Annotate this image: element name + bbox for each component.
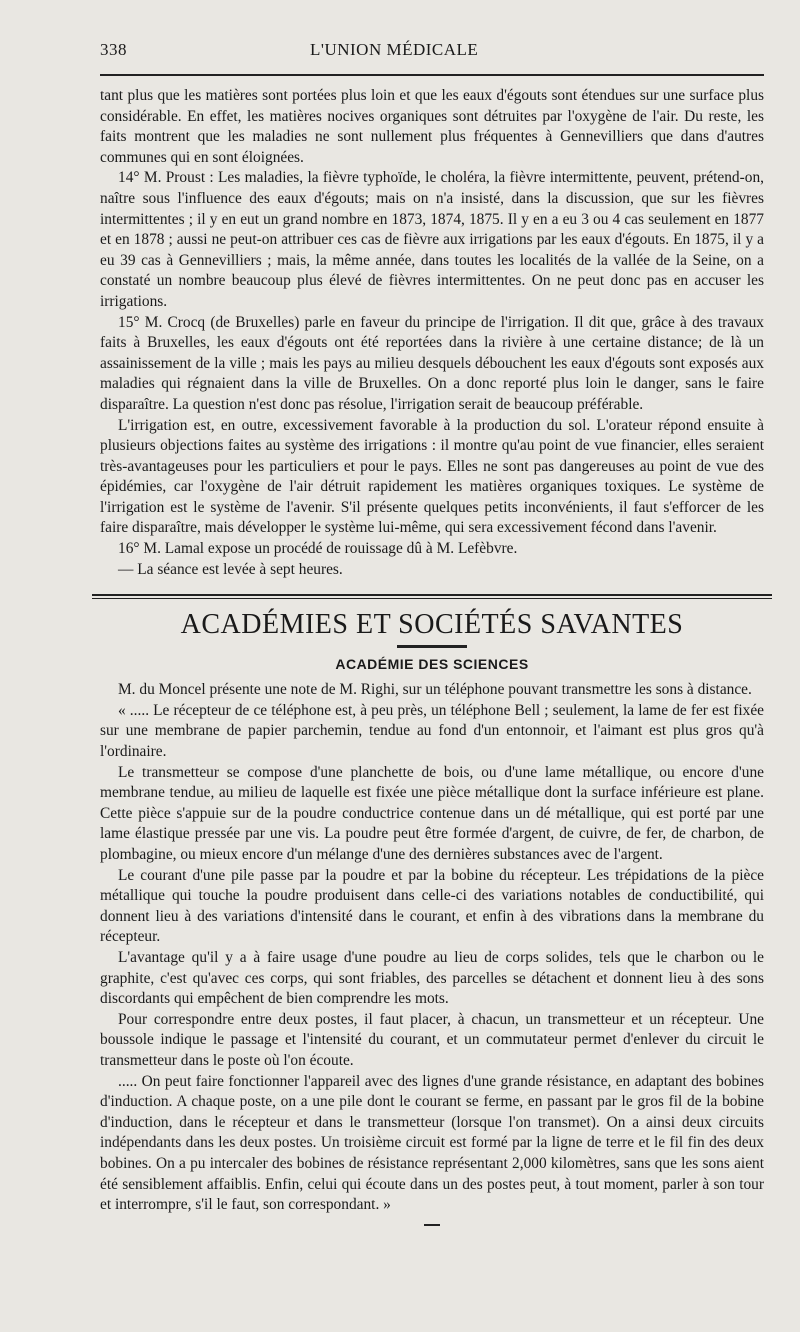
title-underline <box>397 645 467 648</box>
paragraph-continuation: tant plus que les matières sont portées plus loin et que les eaux d'égouts sont étendues sur une surface plus considérable. En effet, les matières nocives organiques sont détruites par l'oxygène de l'air. Du reste, les faits montrent que les maladies ne sont nullement plus fréquentes à Gennevilliers que dans d'autres communes qui en sont éloignées. <box>100 87 764 166</box>
subsection-title: ACADÉMIE DES SCIENCES <box>335 656 529 673</box>
paragraph-proust: 14° M. Proust : Les maladies, la fièvre typhoïde, le choléra, la fièvre intermittente, peuvent, prétend-on, naître sous l'influence des eaux d'égouts; mais on n'a insisté, dans la discussion, que sur les fièvres intermittentes ; il y en eut un grand nombre en 1873, 1874, 1875. Il y en a eu 3 ou 4 cas seulement en 1877 et en 1878 ; aussi ne peut-on attribuer ces cas de fièvre aux irrigations par les eaux d'égouts. En 1875, il y a eu 39 cas à Gennevilliers ; mais, la même année, dans toutes les localités de la vallée de la Seine, on a constaté un nombre beaucoup plus élevé de fièvres intermittentes. On ne peut donc pas en accuser les irrigations. <box>100 169 764 310</box>
paragraph-du-moncel: M. du Moncel présente une note de M. Righi, sur un téléphone pouvant transmettre les sons à distance. <box>118 681 752 699</box>
page-number: 338 <box>100 40 127 59</box>
paragraph-courant: Le courant d'une pile passe par la poudre et par la bobine du récepteur. Les trépidations de la pièce métallique qui touche la poudre produisent dans celle-ci des variations notables de conductibilité, qui donnent lieu à des variations d'intensité dans le courant, et enfin à des vibrations dans la membrane du récepteur. <box>100 866 764 946</box>
section-divider <box>92 594 772 599</box>
paragraph-lamal: 16° M. Lamal expose un procédé de rouissage dû à M. Lefèbvre. <box>118 540 518 558</box>
paragraph-seance-levee: — La séance est levée à sept heures. <box>118 560 343 578</box>
paragraph-postes: Pour correspondre entre deux postes, il faut placer, à chacun, un transmetteur et un récepteur. Une boussole indique le passage et l'intensité du courant, et un commutateur permet d'enlever du circuit le transmetteur dans le poste où l'on écoute. <box>100 1010 764 1069</box>
upper-text-block <box>100 86 764 580</box>
running-head <box>100 40 764 66</box>
paragraph-irrigation: L'irrigation est, en outre, excessivement favorable à la production du sol. L'orateur répond ensuite à plusieurs objections faites au système des irrigations : il montre qu'au point de vue financier, elles seraient très-avantageuses pour les particuliers et pour le pays. Elles ne sont pas dangereuses au point de vue des épidémies, car l'oxygène de l'air détruit rapidement les matières organiques toxiques. Le système de l'irrigation est le système de l'avenir. S'il présente quelques petits inconvénients, il faut s'efforcer de les faire disparaître, mais développer le système lui-même, qui sera excessivement fécond dans l'avenir. <box>100 416 764 537</box>
paragraph-recepteur: « ..... Le récepteur de ce téléphone est, à peu près, un téléphone Bell ; seulement, la lame de fer est fixée sur une membrane de papier parchemin, tendue au fond d'un entonnoir, et l'aimant est plus gros qu'à l'ordinaire. <box>100 701 764 761</box>
paragraph-avantage: L'avantage qu'il y a à faire usage d'une poudre au lieu de corps solides, tels que le charbon ou le graphite, c'est qu'avec ces corps, qui sont friables, des parcelles se détachent et donnent lieu à des sons discordants qui empêchent de bien comprendre les mots. <box>100 948 764 1008</box>
end-rule <box>424 1224 440 1226</box>
header-rule <box>100 74 764 76</box>
section-title: ACADÉMIES ET SOCIÉTÉS SAVANTES <box>180 609 684 641</box>
journal-title: L'UNION MÉDICALE <box>310 40 479 59</box>
paragraph-transmetteur: Le transmetteur se compose d'une planchette de bois, ou d'une lame métallique, ou encore d'une membrane tendue, au milieu de laquelle est fixée une pièce métallique dont la surface inférieure est plane. Cette pièce s'appuie sur de la poudre conductrice contenue dans un dé métallique, qui est porté par une lame élastique pressée par une vis. La poudre peut être formée d'argent, de cuivre, de fer, de charbon, de plombagine, ou mieux encore d'un mélange d'une des dernières substances avec de l'argent. <box>100 763 764 863</box>
paragraph-bobines: ..... On peut faire fonctionner l'appareil avec des lignes d'une grande résistance, en adaptant des bobines d'induction. A chaque poste, on a une pile dont le courant se ferme, en passant par le gros fil de la bobine d'induction, dans le récepteur et dans le transmetteur (lorsque l'on transmet). On a ainsi deux circuits indépendants dans les deux postes. Un troisième circuit est formé par la ligne de terre et le fil fin des deux bobines. On a pu intercaler des bobines de résistance représentant 2,000 kilomètres, sans que les sons aient été sensiblement affaiblis. Enfin, celui qui écoute dans un des postes peut, à tout moment, parler à son tour et interrompre, s'il le faut, son correspondant. » <box>100 1072 764 1214</box>
lower-text-block <box>100 680 764 1215</box>
paragraph-crocq: 15° M. Crocq (de Bruxelles) parle en faveur du principe de l'irrigation. Il dit que, grâce à des travaux faits à Bruxelles, les eaux d'égouts ont été reportées dans la rivière à une certaine distance; de là un assainissement de la ville ; mais les pays au milieu desquels débouchent les eaux d'égouts sont exposés aux maladies qui régnaient dans la ville de Bruxelles. On a donc reporté plus loin le danger, sans le faire disparaître. La question n'est donc pas résolue, l'irrigation serait de beaucoup préférable. <box>100 313 764 413</box>
